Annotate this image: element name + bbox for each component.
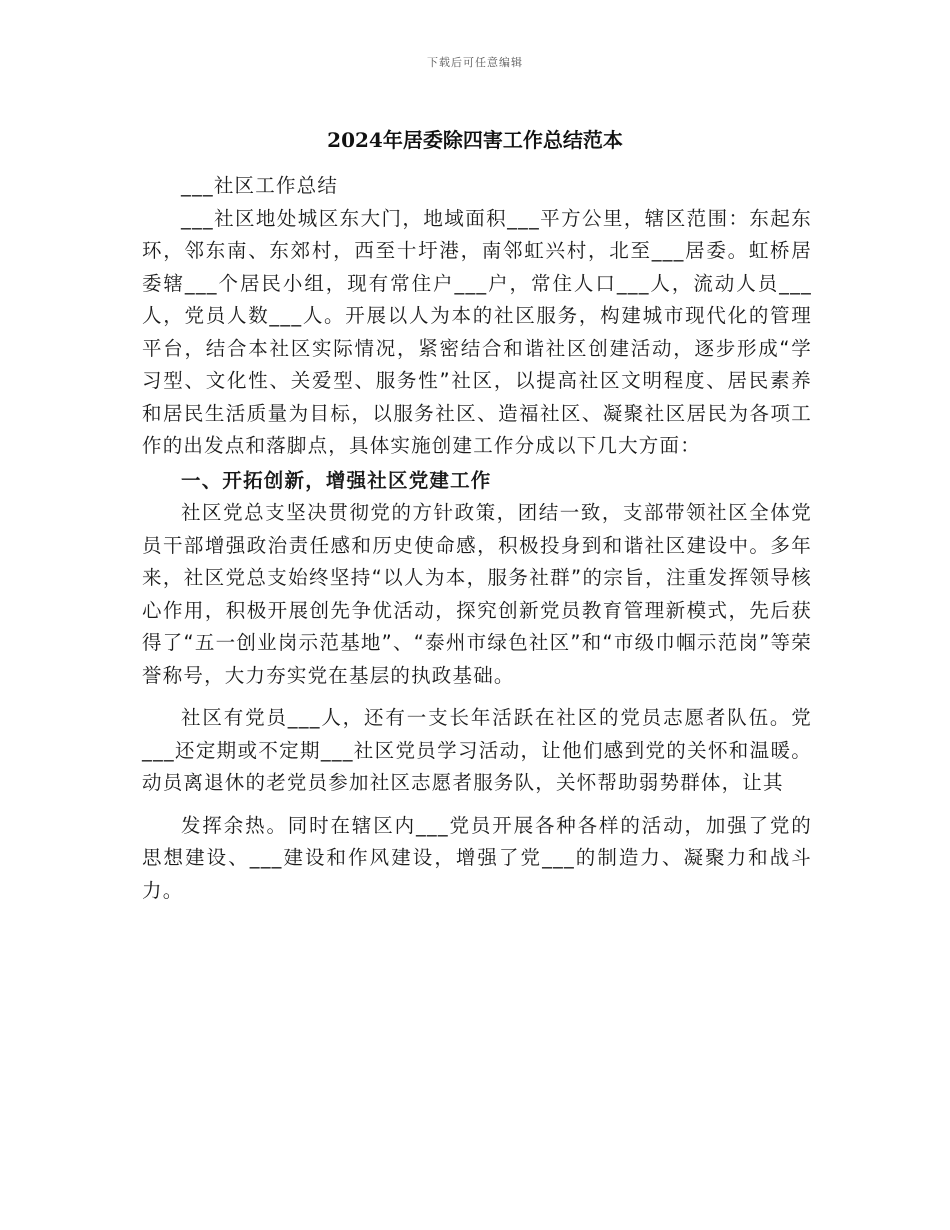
section-heading: 一、开拓创新，增强社区党建工作 — [181, 468, 492, 492]
paragraph-party-building: 社区党总支坚决贯彻党的方针政策，团结一致，支部带领社区全体党员干部增强政治责任感和历史使命感，积极投身到和谐社区建设中。多年来，社区党总支始终坚持“以人为本，服务社群”的宗旨，注重发挥领导核心作用，积极开展创先争优活动，探究创新党员教育管理新模式，先后获得了“五一创业岗示范基地”、“泰州市绿色社区”和“市级巾帼示范岗”等荣誉称号，大力夯实党在基层的执政基础。 — [142, 501, 812, 687]
subtitle: ___社区工作总结 — [181, 174, 339, 197]
header-note: 下载后可任意编辑 — [427, 56, 523, 69]
paragraph-intro: ___社区地处城区东大门，地域面积___平方公里，辖区范围：东起东环，邻东南、东郊村，西至十圩港，南邻虹兴村，北至___居委。虹桥居委辖___个居民小组，现有常住户___户，常住人口___人，流动人员___人，党员人数___人。开展以人为本的社区服务，构建城市现代化的管理平台，结合本社区实际情况，紧密结合和谐社区创建活动，逐步形成“学习型、文化性、关爱型、服务性”社区，以提高社区文明程度、居民素养和居民生活质量为目标，以服务社区、造福社区、凝聚社区居民为各项工作的出发点和落脚点，具体实施创建工作分成以下几大方面： — [142, 206, 812, 457]
paragraph-party-members: 社区有党员___人，还有一支长年活跃在社区的党员志愿者队伍。党___还定期或不定期___社区党员学习活动，让他们感到党的关怀和温暖。动员离退休的老党员参加社区志愿者服务队，关怀帮助弱势群体，让其 — [142, 706, 812, 794]
document-body — [142, 170, 812, 907]
document-title: 2024年居委除四害工作总结范本 — [327, 128, 623, 152]
paragraph-activities: 发挥余热。同时在辖区内___党员开展各种各样的活动，加强了党的思想建设、___建设和作风建设，增强了党___的制造力、凝聚力和战斗力。 — [142, 813, 812, 902]
